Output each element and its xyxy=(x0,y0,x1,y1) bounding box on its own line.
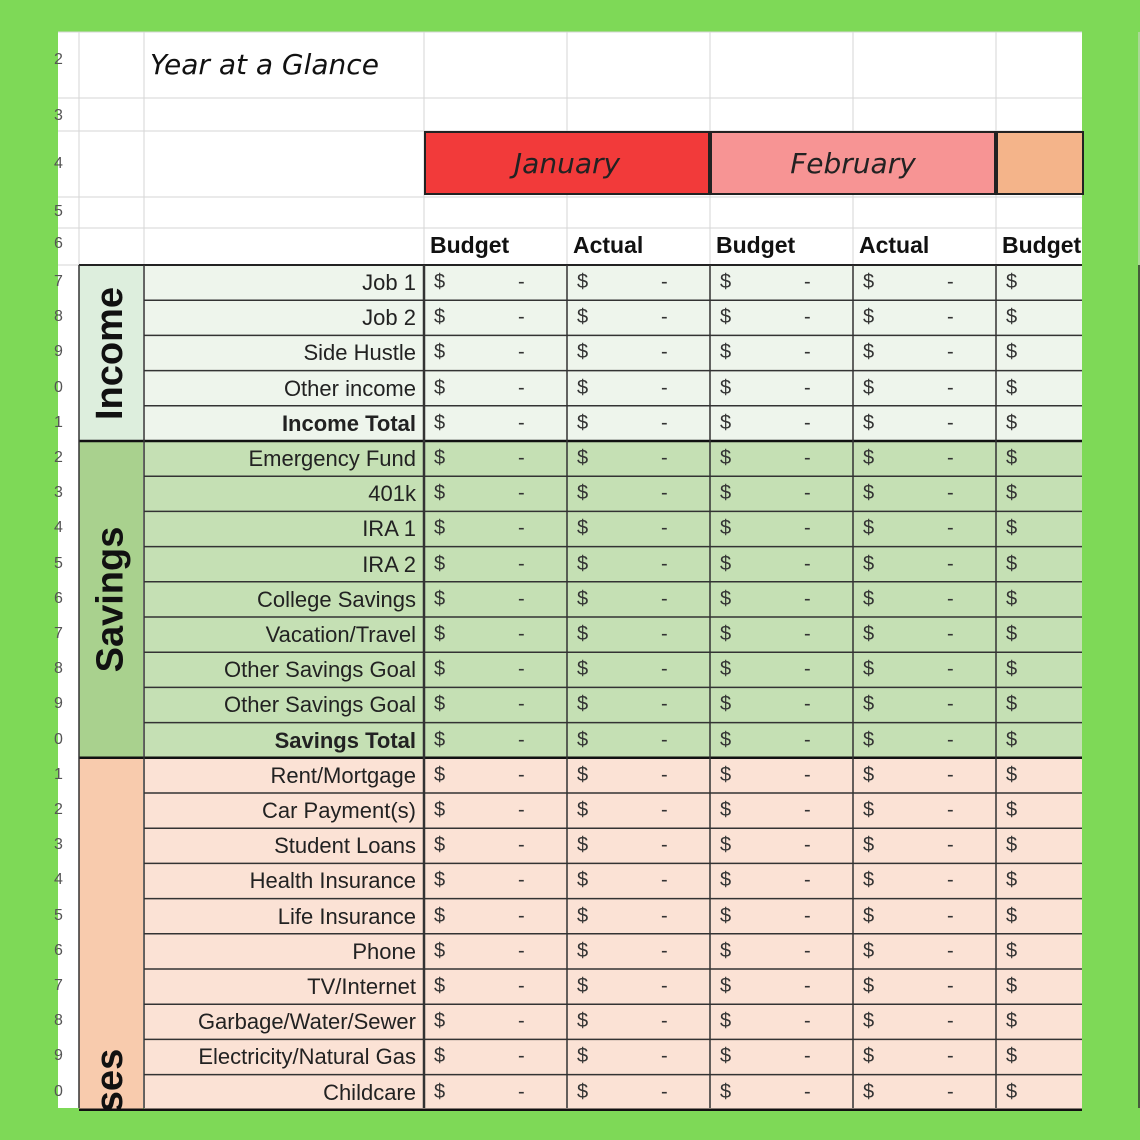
currency-symbol: $ xyxy=(1006,1045,1018,1068)
row-number[interactable]: 7 xyxy=(54,977,63,994)
currency-symbol: $ xyxy=(577,658,589,681)
currency-symbol: $ xyxy=(434,799,446,821)
currency-symbol: $ xyxy=(577,306,589,329)
amount-value: - xyxy=(804,552,811,575)
column-header-actual[interactable]: Actual xyxy=(573,232,644,258)
currency-symbol: $ xyxy=(863,376,875,399)
amount-value: - xyxy=(804,939,811,962)
currency-symbol: $ xyxy=(434,271,446,293)
row-number[interactable]: 4 xyxy=(54,519,63,537)
currency-symbol: $ xyxy=(577,975,589,997)
spreadsheet[interactable] xyxy=(54,32,1082,1112)
currency-symbol: $ xyxy=(577,341,589,364)
currency-symbol: $ xyxy=(863,904,875,927)
row-label[interactable]: TV/Internet xyxy=(307,974,416,999)
currency-symbol: $ xyxy=(434,728,446,751)
currency-symbol: $ xyxy=(577,411,589,434)
currency-symbol: $ xyxy=(1006,904,1018,927)
amount-value: - xyxy=(661,799,668,821)
amount-value: - xyxy=(804,411,811,434)
currency-symbol: $ xyxy=(434,904,446,927)
amount-value: - xyxy=(947,728,954,751)
amount-value: - xyxy=(661,1045,668,1068)
currency-symbol: $ xyxy=(434,623,446,645)
amount-value: - xyxy=(804,517,811,540)
amount-value: - xyxy=(661,587,668,610)
currency-symbol: $ xyxy=(577,1010,589,1033)
currency-symbol: $ xyxy=(577,763,589,786)
currency-symbol: $ xyxy=(720,904,732,927)
amount-value: - xyxy=(804,341,811,364)
currency-symbol: $ xyxy=(434,834,446,857)
amount-value: - xyxy=(947,658,954,681)
currency-symbol: $ xyxy=(863,1080,875,1103)
row-label[interactable]: Phone xyxy=(352,938,416,964)
amount-value: - xyxy=(804,763,811,786)
currency-symbol: $ xyxy=(1006,869,1018,892)
row-number[interactable]: 4 xyxy=(54,155,63,172)
currency-symbol: $ xyxy=(434,939,446,962)
currency-symbol: $ xyxy=(1006,306,1018,329)
amount-value: - xyxy=(518,1010,525,1033)
amount-value: - xyxy=(518,341,525,364)
row-number[interactable]: 0 xyxy=(54,730,63,748)
amount-value: - xyxy=(518,728,525,751)
amount-value: - xyxy=(518,1045,525,1068)
amount-value: - xyxy=(947,517,954,540)
currency-symbol: $ xyxy=(720,1045,732,1068)
currency-symbol: $ xyxy=(720,693,732,716)
row-number[interactable]: 2 xyxy=(54,801,63,818)
currency-symbol: $ xyxy=(1006,728,1018,751)
currency-symbol: $ xyxy=(1006,623,1018,645)
amount-value: - xyxy=(518,939,525,962)
amount-value: - xyxy=(947,623,954,645)
amount-value: - xyxy=(518,658,525,681)
currency-symbol: $ xyxy=(1006,271,1018,293)
amount-value: - xyxy=(947,763,954,786)
currency-symbol: $ xyxy=(863,693,875,716)
row-number[interactable]: 0 xyxy=(54,378,63,396)
currency-symbol: $ xyxy=(577,1045,589,1068)
currency-symbol: $ xyxy=(720,1080,732,1103)
amount-value: - xyxy=(804,869,811,892)
amount-value: - xyxy=(804,728,811,751)
currency-symbol: $ xyxy=(720,376,732,399)
row-label[interactable]: Life Insurance xyxy=(277,903,416,929)
currency-symbol: $ xyxy=(434,763,446,786)
currency-symbol: $ xyxy=(434,1010,446,1033)
amount-value: - xyxy=(661,306,668,329)
amount-value: - xyxy=(804,623,811,645)
row-label[interactable]: Childcare xyxy=(323,1079,416,1105)
amount-value: - xyxy=(661,376,668,399)
amount-value: - xyxy=(661,763,668,786)
row-label[interactable]: Side Hustle xyxy=(303,340,416,366)
currency-symbol: $ xyxy=(577,693,589,716)
currency-symbol: $ xyxy=(863,799,875,821)
amount-value: - xyxy=(947,904,954,927)
row-number[interactable]: 7 xyxy=(54,273,63,290)
row-number[interactable]: 8 xyxy=(54,1012,63,1030)
amount-value: - xyxy=(518,693,525,716)
row-number[interactable]: 8 xyxy=(54,660,63,678)
currency-symbol: $ xyxy=(720,799,732,821)
currency-symbol: $ xyxy=(1006,834,1018,857)
amount-value: - xyxy=(947,306,954,329)
currency-symbol: $ xyxy=(1006,693,1018,716)
currency-symbol: $ xyxy=(720,763,732,786)
currency-symbol: $ xyxy=(434,658,446,681)
amount-value: - xyxy=(518,271,525,293)
amount-value: - xyxy=(661,623,668,645)
row-number[interactable]: 1 xyxy=(54,765,63,783)
amount-value: - xyxy=(518,975,525,997)
row-label[interactable]: Garbage/Water/Sewer xyxy=(197,1009,416,1035)
row-label[interactable]: IRA 2 xyxy=(362,551,416,577)
month-header-january[interactable]: January xyxy=(424,131,710,195)
currency-symbol: $ xyxy=(434,341,446,364)
row-label[interactable]: Vacation/Travel xyxy=(265,622,416,647)
currency-symbol: $ xyxy=(1006,939,1018,962)
currency-symbol: $ xyxy=(1006,587,1018,610)
row-number[interactable]: 9 xyxy=(54,1047,63,1065)
currency-symbol: $ xyxy=(863,939,875,962)
column-header-budget[interactable]: Budget xyxy=(430,232,510,258)
amount-value: - xyxy=(518,482,525,505)
currency-symbol: $ xyxy=(1006,799,1018,821)
amount-value: - xyxy=(947,552,954,575)
amount-value: - xyxy=(518,411,525,434)
row-number[interactable]: 6 xyxy=(54,941,63,959)
currency-symbol: $ xyxy=(1006,1080,1018,1103)
currency-symbol: $ xyxy=(720,1010,732,1033)
row-number[interactable]: 3 xyxy=(54,107,63,124)
row-number[interactable]: 2 xyxy=(54,449,63,466)
currency-symbol: $ xyxy=(577,869,589,892)
currency-symbol: $ xyxy=(720,869,732,892)
currency-symbol: $ xyxy=(720,411,732,434)
amount-value: - xyxy=(518,1080,525,1103)
currency-symbol: $ xyxy=(434,411,446,434)
amount-value: - xyxy=(661,271,668,293)
currency-symbol: $ xyxy=(1006,376,1018,399)
currency-symbol: $ xyxy=(434,1080,446,1103)
currency-symbol: $ xyxy=(1006,341,1018,364)
currency-symbol: $ xyxy=(1006,552,1018,575)
amount-value: - xyxy=(661,447,668,469)
row-label[interactable]: Savings Total xyxy=(274,727,416,753)
amount-value: - xyxy=(947,1045,954,1068)
currency-symbol: $ xyxy=(434,517,446,540)
amount-value: - xyxy=(947,341,954,364)
amount-value: - xyxy=(947,482,954,505)
amount-value: - xyxy=(804,271,811,293)
amount-value: - xyxy=(804,834,811,857)
amount-value: - xyxy=(804,658,811,681)
row-label[interactable]: Other income xyxy=(283,375,416,401)
currency-symbol: $ xyxy=(863,552,875,575)
amount-value: - xyxy=(804,1010,811,1033)
currency-symbol: $ xyxy=(1006,482,1018,505)
currency-symbol: $ xyxy=(720,939,732,962)
row-number[interactable]: 3 xyxy=(54,836,63,854)
row-number[interactable]: 6 xyxy=(54,589,63,607)
currency-symbol: $ xyxy=(863,1045,875,1068)
row-number[interactable]: 4 xyxy=(54,871,63,889)
row-number[interactable]: 9 xyxy=(54,343,63,361)
currency-symbol: $ xyxy=(577,799,589,821)
amount-value: - xyxy=(661,482,668,505)
amount-value: - xyxy=(661,411,668,434)
currency-symbol: $ xyxy=(863,834,875,857)
amount-value: - xyxy=(804,904,811,927)
currency-symbol: $ xyxy=(434,447,446,469)
currency-symbol: $ xyxy=(720,623,732,645)
row-label[interactable]: 401k xyxy=(368,481,416,507)
currency-symbol: $ xyxy=(577,552,589,575)
amount-value: - xyxy=(947,799,954,821)
month-header-february[interactable]: February xyxy=(710,131,996,195)
currency-symbol: $ xyxy=(863,482,875,505)
amount-value: - xyxy=(661,658,668,681)
amount-value: - xyxy=(947,693,954,716)
currency-symbol: $ xyxy=(434,306,446,329)
table-borders xyxy=(58,32,1082,1108)
amount-value: - xyxy=(661,869,668,892)
column-header-actual[interactable]: Actual xyxy=(859,232,930,258)
row-label[interactable]: Job 2 xyxy=(362,305,416,331)
row-number[interactable]: 5 xyxy=(54,554,63,572)
currency-symbol: $ xyxy=(577,728,589,751)
amount-value: - xyxy=(947,869,954,892)
currency-symbol: $ xyxy=(720,587,732,610)
row-number[interactable]: 3 xyxy=(54,484,63,502)
currency-symbol: $ xyxy=(1006,975,1018,997)
currency-symbol: $ xyxy=(434,693,446,716)
amount-value: - xyxy=(661,728,668,751)
amount-value: - xyxy=(947,1080,954,1103)
currency-symbol: $ xyxy=(434,1045,446,1068)
amount-value: - xyxy=(518,306,525,329)
row-number[interactable]: 9 xyxy=(54,695,63,713)
currency-symbol: $ xyxy=(434,869,446,892)
currency-symbol: $ xyxy=(863,623,875,645)
row-number[interactable]: 1 xyxy=(54,413,63,431)
amount-value: - xyxy=(661,1080,668,1103)
currency-symbol: $ xyxy=(863,763,875,786)
amount-value: - xyxy=(518,376,525,399)
currency-symbol: $ xyxy=(577,517,589,540)
amount-value: - xyxy=(661,904,668,927)
currency-symbol: $ xyxy=(863,728,875,751)
amount-value: - xyxy=(518,904,525,927)
currency-symbol: $ xyxy=(1006,517,1018,540)
currency-symbol: $ xyxy=(577,271,589,293)
amount-value: - xyxy=(804,693,811,716)
amount-value: - xyxy=(804,376,811,399)
currency-symbol: $ xyxy=(434,975,446,997)
currency-symbol: $ xyxy=(577,939,589,962)
row-label[interactable]: Job 1 xyxy=(362,270,416,295)
amount-value: - xyxy=(804,1080,811,1103)
currency-symbol: $ xyxy=(577,904,589,927)
amount-value: - xyxy=(518,517,525,540)
amount-value: - xyxy=(947,587,954,610)
row-number[interactable]: 2 xyxy=(54,51,63,68)
currency-symbol: $ xyxy=(577,447,589,469)
amount-value: - xyxy=(518,869,525,892)
amount-value: - xyxy=(947,411,954,434)
currency-symbol: $ xyxy=(863,869,875,892)
row-label[interactable]: Electricity/Natural Gas xyxy=(198,1044,416,1070)
currency-symbol: $ xyxy=(863,447,875,469)
currency-symbol: $ xyxy=(434,587,446,610)
amount-value: - xyxy=(518,834,525,857)
amount-value: - xyxy=(804,447,811,469)
currency-symbol: $ xyxy=(720,728,732,751)
amount-value: - xyxy=(518,623,525,645)
column-header-budget[interactable]: Budget xyxy=(1002,232,1082,258)
section-title: ses xyxy=(89,1048,132,1112)
row-number[interactable]: 7 xyxy=(54,625,63,642)
currency-symbol: $ xyxy=(1006,658,1018,681)
amount-value: - xyxy=(661,517,668,540)
row-label[interactable]: Emergency Fund xyxy=(248,446,416,471)
amount-value: - xyxy=(661,693,668,716)
currency-symbol: $ xyxy=(720,658,732,681)
amount-value: - xyxy=(947,1010,954,1033)
column-header-budget[interactable]: Budget xyxy=(716,232,796,258)
currency-symbol: $ xyxy=(720,482,732,505)
amount-value: - xyxy=(947,834,954,857)
currency-symbol: $ xyxy=(577,482,589,505)
row-label[interactable]: Other Savings Goal xyxy=(224,692,416,718)
row-label[interactable]: Rent/Mortgage xyxy=(270,762,416,788)
currency-symbol: $ xyxy=(720,834,732,857)
amount-value: - xyxy=(947,271,954,293)
currency-symbol: $ xyxy=(1006,411,1018,434)
currency-symbol: $ xyxy=(434,482,446,505)
currency-symbol: $ xyxy=(577,834,589,857)
amount-value: - xyxy=(947,975,954,997)
currency-symbol: $ xyxy=(720,447,732,469)
sheet-title[interactable]: Year at a Glance xyxy=(150,48,379,81)
currency-symbol: $ xyxy=(863,306,875,329)
section-title: Savings xyxy=(89,526,132,673)
amount-value: - xyxy=(804,306,811,329)
amount-value: - xyxy=(518,763,525,786)
currency-symbol: $ xyxy=(577,1080,589,1103)
currency-symbol: $ xyxy=(720,552,732,575)
currency-symbol: $ xyxy=(863,517,875,540)
amount-value: - xyxy=(661,975,668,997)
currency-symbol: $ xyxy=(863,658,875,681)
currency-symbol: $ xyxy=(863,975,875,997)
row-number[interactable]: 5 xyxy=(54,203,63,220)
amount-value: - xyxy=(947,939,954,962)
currency-symbol: $ xyxy=(577,623,589,645)
currency-symbol: $ xyxy=(1006,763,1018,786)
amount-value: - xyxy=(661,341,668,364)
amount-value: - xyxy=(947,447,954,469)
currency-symbol: $ xyxy=(1006,1010,1018,1033)
row-number[interactable]: 5 xyxy=(54,906,63,924)
row-number[interactable]: 6 xyxy=(54,235,63,252)
currency-symbol: $ xyxy=(720,306,732,329)
amount-value: - xyxy=(518,799,525,821)
row-number[interactable]: 8 xyxy=(54,308,63,326)
currency-symbol: $ xyxy=(720,517,732,540)
currency-symbol: $ xyxy=(577,376,589,399)
amount-value: - xyxy=(518,552,525,575)
currency-symbol: $ xyxy=(434,552,446,575)
amount-value: - xyxy=(804,799,811,821)
currency-symbol: $ xyxy=(1006,447,1018,469)
currency-symbol: $ xyxy=(863,411,875,434)
section-title: Income xyxy=(89,286,132,420)
row-label[interactable]: Other Savings Goal xyxy=(224,657,416,683)
amount-value: - xyxy=(661,552,668,575)
currency-symbol: $ xyxy=(720,341,732,364)
row-label[interactable]: Health Insurance xyxy=(249,868,416,894)
amount-value: - xyxy=(804,587,811,610)
amount-value: - xyxy=(804,1045,811,1068)
currency-symbol: $ xyxy=(863,587,875,610)
currency-symbol: $ xyxy=(434,376,446,399)
row-label[interactable]: Income Total xyxy=(281,410,416,436)
amount-value: - xyxy=(661,834,668,857)
row-label[interactable]: Car Payment(s) xyxy=(261,798,416,823)
amount-value: - xyxy=(947,376,954,399)
row-label[interactable]: Student Loans xyxy=(274,833,416,859)
row-label[interactable]: IRA 1 xyxy=(362,516,416,542)
row-number[interactable]: 0 xyxy=(54,1082,63,1100)
row-label[interactable]: College Savings xyxy=(257,586,416,612)
currency-symbol: $ xyxy=(577,587,589,610)
currency-symbol: $ xyxy=(720,271,732,293)
currency-symbol: $ xyxy=(863,271,875,293)
amount-value: - xyxy=(518,447,525,469)
currency-symbol: $ xyxy=(863,341,875,364)
amount-value: - xyxy=(661,1010,668,1033)
amount-value: - xyxy=(804,975,811,997)
currency-symbol: $ xyxy=(863,1010,875,1033)
currency-symbol: $ xyxy=(720,975,732,997)
amount-value: - xyxy=(661,939,668,962)
amount-value: - xyxy=(518,587,525,610)
amount-value: - xyxy=(804,482,811,505)
